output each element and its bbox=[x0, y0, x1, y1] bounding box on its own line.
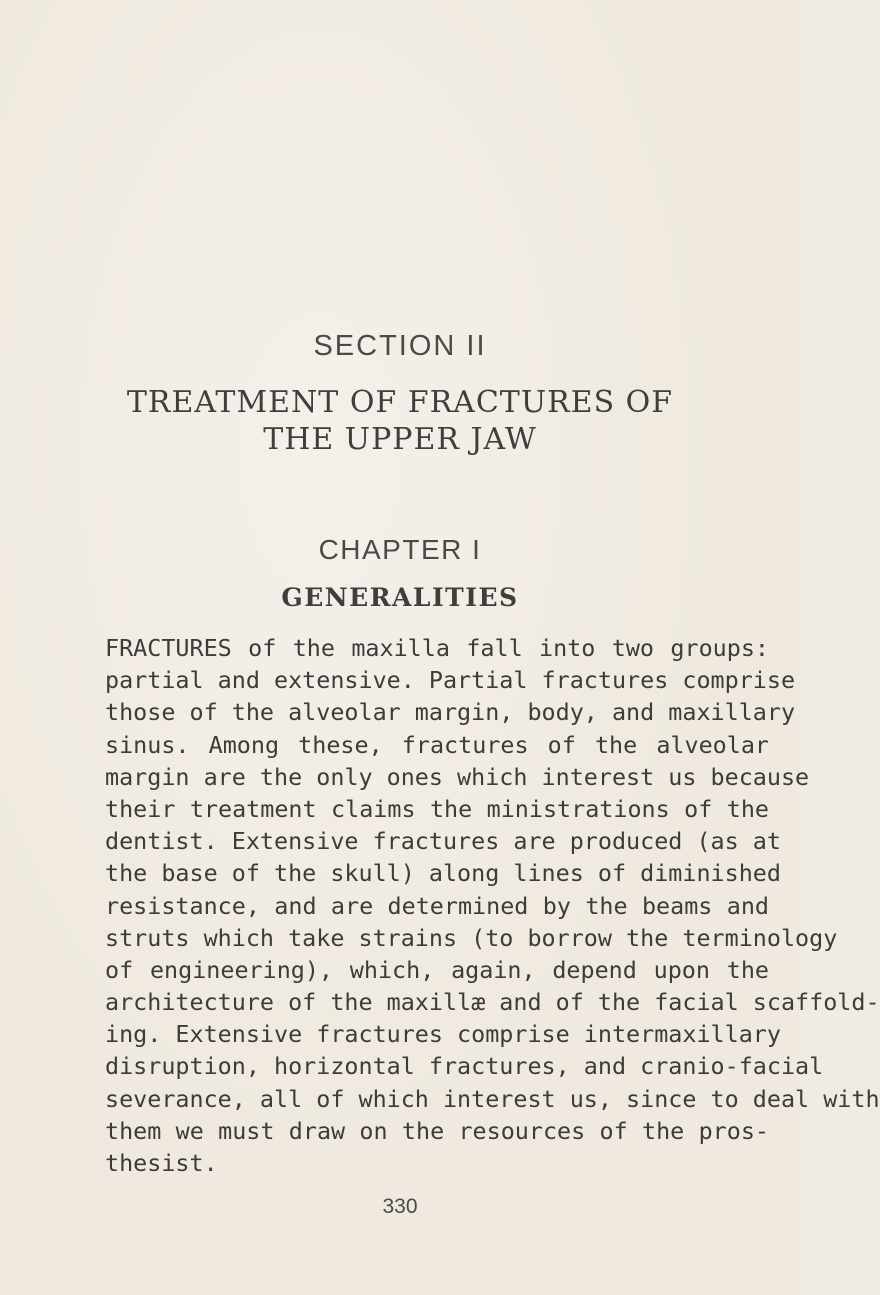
body-paragraph bbox=[105, 632, 880, 1179]
text-line: FRACTURES of the maxilla fall into two groups: bbox=[105, 634, 769, 662]
chapter-heading: CHAPTER I bbox=[318, 534, 482, 565]
text-line: ing. Extensive fractures comprise intermaxillary bbox=[105, 1020, 781, 1049]
page-number: 330 bbox=[382, 1195, 418, 1218]
text-line: those of the alveolar margin, body, and maxillary bbox=[105, 698, 796, 727]
text-line: partial and extensive. Partial fractures comprise bbox=[105, 666, 796, 695]
chapter-title: GENERALITIES bbox=[281, 583, 519, 612]
text-line: sinus. Among these, fractures of the alveolar bbox=[105, 730, 769, 759]
text-line: disruption, horizontal fractures, and cranio-facial bbox=[105, 1052, 824, 1081]
text-line: thesist. bbox=[105, 1149, 218, 1177]
text-line: the base of the skull) along lines of diminished bbox=[105, 859, 781, 888]
text-line: severance, all of which interest us, since to deal with bbox=[105, 1084, 880, 1113]
part-title bbox=[0, 384, 800, 458]
part-title-line-2: THE UPPER JAW bbox=[263, 422, 537, 457]
part-title-line-1: TREATMENT OF FRACTURES OF bbox=[126, 385, 674, 420]
section-heading: SECTION II bbox=[313, 330, 487, 362]
text-line: dentist. Extensive fractures are produced (as at bbox=[105, 827, 781, 856]
text-line: margin are the only ones which interest us because bbox=[105, 762, 810, 791]
text-line: of engineering), which, again, depend upon the bbox=[105, 955, 769, 984]
text-line: architecture of the maxillæ and of the facial scaffold- bbox=[105, 988, 880, 1017]
text-line: struts which take strains (to borrow the terminology bbox=[105, 923, 838, 952]
text-line: them we must draw on the resources of the pros- bbox=[105, 1116, 769, 1145]
text-line: resistance, and are determined by the beams and bbox=[105, 891, 769, 920]
text-line: their treatment claims the ministrations of the bbox=[105, 794, 769, 823]
